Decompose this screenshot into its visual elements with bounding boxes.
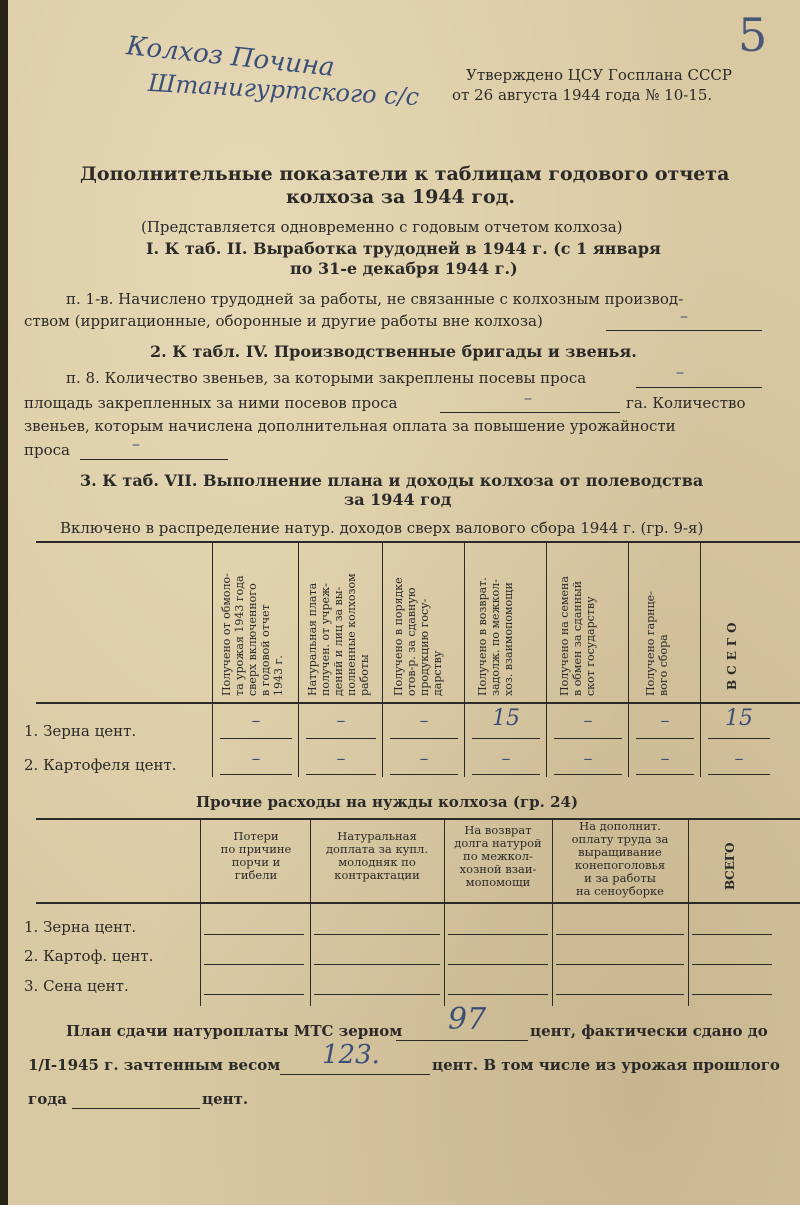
table1-row2-label: 2. Картофеля цент.	[24, 756, 177, 774]
section2-heading: 2. К табл. IV. Производственные бригады и звенья.	[150, 342, 637, 361]
table1-row1-label: 1. Зерна цент.	[24, 722, 137, 740]
footer-text-1b: цент, фактически сдано до	[530, 1022, 768, 1040]
section2-text-2a: площадь закрепленных за ними посевов проса	[24, 394, 398, 412]
section2-text-2b: га. Количество	[626, 394, 746, 412]
table1-row1-col2: –	[336, 710, 346, 731]
table2-header-col4: На дополнит. оплату труда за выращивание конепоголовья и за работы на сеноуборке	[571, 819, 669, 898]
section2-text-4: проса	[24, 441, 70, 459]
handwritten-kolkhoz-name: Колхоз Почина	[125, 31, 336, 83]
section2-text-3: звеньев, которым начислена дополнительная оплата за повышение урожайности	[24, 417, 676, 435]
footer-answer-line-1	[396, 1040, 528, 1041]
table1-caption: Включено в распределение натур. доходов сверх валового сбора 1944 г. (гр. 9-я)	[60, 519, 704, 537]
table2-header-col3: На возврат долга натурой по межкол- хозной взаи- мопомощи	[454, 823, 542, 889]
footer-value-2: 123.	[322, 1040, 380, 1070]
table1-header-col4: Получено в возврат. задолж. по межкол- хоз. взаимопомощи	[476, 577, 515, 696]
footer-answer-line-2	[280, 1074, 430, 1075]
section2-text-1: п. 8. Количество звеньев, за которыми закреплены посевы проса	[66, 369, 587, 387]
footer-text-3b: цент.	[202, 1090, 249, 1108]
section1-heading-2: по 31-е декабря 1944 г.)	[290, 259, 518, 278]
table1-row2-col5: –	[583, 748, 593, 769]
page-title-line-1: Дополнительные показатели к таблицам годового отчета	[80, 163, 730, 185]
section2-answer-line-2	[440, 412, 620, 413]
table1-row1-col5: –	[583, 710, 593, 731]
table1-header-col5: Получено на семена в обмен за сданный скот государству	[558, 576, 597, 696]
table1-row2-col2: –	[336, 748, 346, 769]
section2-value-1: –	[676, 362, 684, 381]
table2-header-col2: Натуральная доплата за купл. молодняк по контрактации	[325, 829, 429, 882]
title-note: (Представляется одновременно с годовым отчетом колхоза)	[141, 218, 623, 236]
section2-answer-line-1	[636, 387, 762, 388]
table1-header-col6: Получено гарнце- вого сбора	[644, 591, 670, 696]
table1-row1-col6: –	[660, 710, 670, 731]
table1-row2-col4: –	[501, 748, 511, 769]
section1-answer-value: –	[680, 306, 688, 325]
section2-value-2: –	[524, 388, 532, 407]
footer-text-2b: цент. В том числе из урожая прошлого	[432, 1056, 780, 1074]
table1-header-total: ВСЕГО	[725, 617, 739, 690]
table1-row2-col3: –	[419, 748, 429, 769]
table2-header-col1: Потери по причине порчи и гибели	[220, 829, 292, 882]
table1-row2-col1: –	[251, 748, 261, 769]
handwritten-corner-mark: 5	[738, 8, 768, 62]
section1-text-2: ством (ирригационные, оборонные и другие работы вне колхоза)	[24, 312, 543, 330]
footer-value-1: 97	[448, 1002, 487, 1037]
table2-row1-label: 1. Зерна цент.	[24, 918, 137, 936]
section1-answer-line	[606, 330, 762, 331]
approval-line-2: от 26 августа 1944 года № 10-15.	[452, 86, 713, 104]
table1-header-col1: Получено от обмоло- та урожая 1943 года сверх включенного в годовой отчет 1943 г.	[220, 573, 285, 696]
page-title-line-2: колхоза за 1944 год.	[286, 186, 515, 208]
table1-row2-total: –	[734, 748, 744, 769]
table1-row1-col3: –	[419, 710, 429, 731]
table1-row1-col4: 15	[492, 706, 520, 731]
section2-value-3: –	[132, 434, 140, 453]
section3-heading-2: за 1944 год	[344, 490, 452, 509]
footer-answer-line-3	[72, 1108, 200, 1109]
table1-header-col2: Натуральная плата получен. от учреж- дений и лиц за вы- полненные колхозом работы	[306, 573, 371, 696]
table1-header-col3: Получено в порядке отов-р. за сдавную продукцию госу- дарству	[392, 577, 444, 696]
section2-answer-line-3	[80, 459, 228, 460]
handwritten-council-name: Штанигуртского с/с	[147, 68, 420, 112]
table1-row2-col6: –	[660, 748, 670, 769]
table2-row3-label: 3. Сена цент.	[24, 977, 129, 995]
table2-caption: Прочие расходы на нужды колхоза (гр. 24)	[196, 793, 579, 811]
table1-row1-col1: –	[251, 710, 261, 731]
table2-row2-label: 2. Картоф. цент.	[24, 947, 154, 965]
document-page	[8, 0, 800, 1205]
section3-heading-1: 3. К таб. VII. Выполнение плана и доходы колхоза от полеводства	[80, 471, 704, 490]
section1-text-1: п. 1-в. Начислено трудодней за работы, не связанные с колхозным производ-	[66, 290, 684, 308]
approval-line-1: Утверждено ЦСУ Госплана СССР	[466, 66, 733, 84]
table1-row1-total: 15	[725, 706, 753, 731]
footer-text-1a: План сдачи натуроплаты МТС зерном	[66, 1022, 403, 1040]
footer-text-2a: 1/I-1945 г. зачтенным весом	[28, 1056, 281, 1074]
table2-header-total: ВСЕГО	[723, 842, 737, 890]
section1-heading-1: I. К таб. II. Выработка трудодней в 1944 г. (с 1 января	[146, 239, 661, 258]
footer-text-3a: года	[28, 1090, 67, 1108]
